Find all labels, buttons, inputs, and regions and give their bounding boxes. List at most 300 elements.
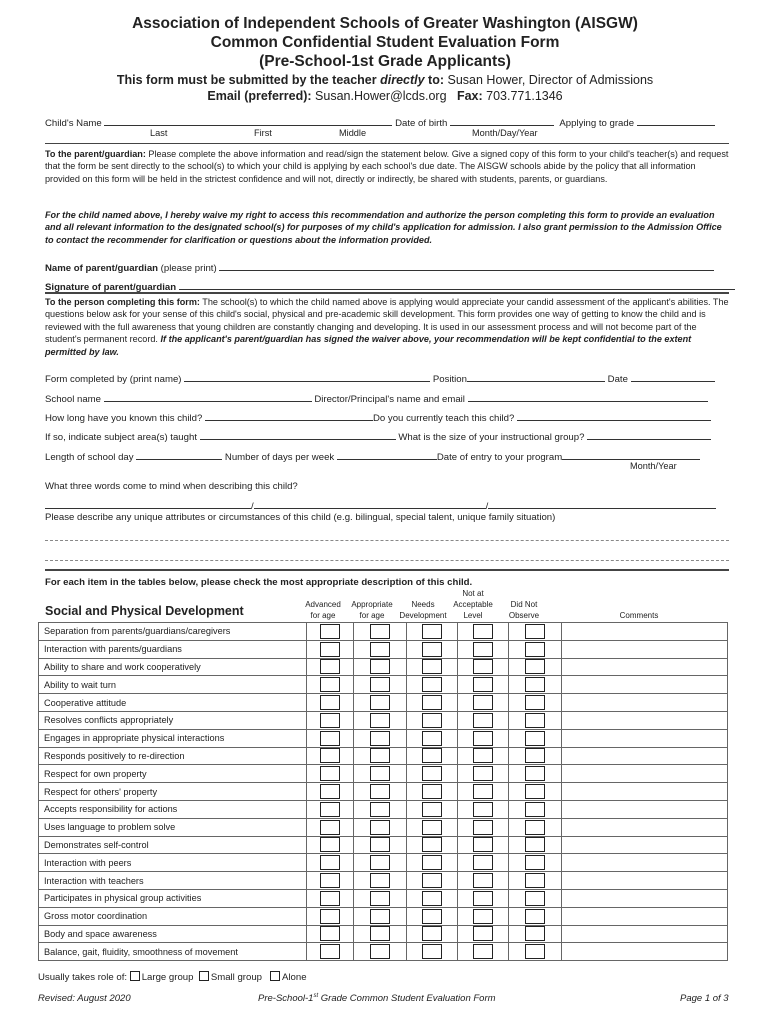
parent-lead: To the parent/guardian: xyxy=(45,149,146,159)
rating-cell xyxy=(407,694,458,712)
parent-text: Please complete the above information and read/sign the statement below. Give a signed copy of this form to your child's teacher(s) and request that the form be sent directly to the school(s) to which your child is applying by each school's due date. The AISGW schools abide by the policy that all information provided on this form will be held in the strictest confidence and will not, directly or indirectly, be shared with students, parents, or guardians. xyxy=(45,149,729,184)
rating-cell xyxy=(354,694,407,712)
rating-checkbox[interactable] xyxy=(422,926,442,941)
comment-cell[interactable] xyxy=(562,694,728,712)
table-row xyxy=(39,783,728,801)
rating-checkbox[interactable] xyxy=(422,873,442,888)
how-long-label: How long have you known this child? xyxy=(45,413,203,424)
rating-cell xyxy=(354,818,407,836)
rating-cell xyxy=(509,729,562,747)
divider xyxy=(45,292,729,294)
table-row xyxy=(39,729,728,747)
footer-revised: Revised: August 2020 xyxy=(38,993,131,1004)
rating-checkbox[interactable] xyxy=(422,820,442,835)
rating-cell xyxy=(354,711,407,729)
rating-cell xyxy=(458,854,509,872)
comment-cell[interactable] xyxy=(562,925,728,943)
rating-checkbox[interactable] xyxy=(473,695,493,710)
divider xyxy=(45,569,729,571)
rating-cell xyxy=(458,676,509,694)
unique-answer-line[interactable] xyxy=(45,540,729,541)
rating-checkbox[interactable] xyxy=(320,695,340,710)
table-row xyxy=(39,800,728,818)
completer-text: The school(s) to which the child named above is applying would appreciate your candid assessment of the applicant's abilities. The questions below ask for your sense of this child's social, physical and pre-academic skill development. This form provides one way of getting to know the child and is reviewed with the full awareness that young children are constantly changing and developing. It is used in our assessment process and will not become part of the student's permanent record. xyxy=(45,297,729,345)
rating-cell xyxy=(354,729,407,747)
parent-signature-label: Signature of parent/guardian xyxy=(45,282,177,293)
comment-cell[interactable] xyxy=(562,943,728,961)
rating-checkbox[interactable] xyxy=(473,642,493,657)
rating-checkbox[interactable] xyxy=(473,820,493,835)
rating-cell xyxy=(407,800,458,818)
rating-checkbox[interactable] xyxy=(422,624,442,639)
rating-cell xyxy=(509,800,562,818)
col-header-needs: Needs Development xyxy=(399,600,447,620)
rating-checkbox[interactable] xyxy=(370,802,390,817)
role-checkbox-small[interactable] xyxy=(199,971,209,981)
rating-cell xyxy=(407,872,458,890)
rating-cell xyxy=(509,854,562,872)
rating-checkbox[interactable] xyxy=(473,944,493,959)
comment-cell[interactable] xyxy=(562,747,728,765)
word-one-field[interactable] xyxy=(45,498,251,509)
entry-date-label: Date of entry to your program xyxy=(436,452,563,463)
rating-checkbox[interactable] xyxy=(320,837,340,852)
comment-cell[interactable] xyxy=(562,907,728,925)
rating-cell xyxy=(509,889,562,907)
rating-checkbox[interactable] xyxy=(370,731,390,746)
rating-checkbox[interactable] xyxy=(422,837,442,852)
three-words-label: What three words come to mind when describing this child? xyxy=(45,481,298,492)
rating-checkbox[interactable] xyxy=(422,748,442,763)
rating-checkbox[interactable] xyxy=(525,677,545,692)
rating-cell xyxy=(407,907,458,925)
school-row xyxy=(45,391,725,405)
rating-checkbox[interactable] xyxy=(473,909,493,924)
rating-checkbox[interactable] xyxy=(525,713,545,728)
rating-cell xyxy=(354,640,407,658)
row-label: Respect for others' property xyxy=(39,783,307,801)
rating-cell xyxy=(354,800,407,818)
rating-checkbox[interactable] xyxy=(320,784,340,799)
submit-name: Susan Hower, Director of Admissions xyxy=(447,73,654,87)
social-physical-table xyxy=(38,622,728,961)
row-label: Ability to wait turn xyxy=(39,676,307,694)
rating-cell xyxy=(307,640,354,658)
completer-lead: To the person completing this form: xyxy=(45,297,200,307)
rating-checkbox[interactable] xyxy=(525,624,545,639)
row-label: Gross motor coordination xyxy=(39,907,307,925)
rating-cell xyxy=(354,872,407,890)
rating-cell xyxy=(407,889,458,907)
completed-by-field[interactable] xyxy=(184,371,430,382)
rating-checkbox[interactable] xyxy=(473,624,493,639)
rating-checkbox[interactable] xyxy=(320,891,340,906)
rating-checkbox[interactable] xyxy=(473,713,493,728)
rating-cell xyxy=(307,925,354,943)
table-row xyxy=(39,658,728,676)
rating-checkbox[interactable] xyxy=(525,855,545,870)
slash-separator: / xyxy=(251,501,254,512)
table-row xyxy=(39,889,728,907)
rating-checkbox[interactable] xyxy=(525,944,545,959)
rating-cell xyxy=(354,623,407,641)
rating-cell xyxy=(509,658,562,676)
rating-checkbox[interactable] xyxy=(370,891,390,906)
comment-cell[interactable] xyxy=(562,872,728,890)
comment-cell[interactable] xyxy=(562,676,728,694)
rating-cell xyxy=(354,676,407,694)
unique-answer-line[interactable] xyxy=(45,560,729,561)
role-row xyxy=(38,971,725,983)
parent-name-label: Name of parent/guardian xyxy=(45,263,159,274)
rating-cell xyxy=(407,783,458,801)
rating-checkbox[interactable] xyxy=(422,695,442,710)
rating-cell xyxy=(458,818,509,836)
role-checkbox-alone[interactable] xyxy=(270,971,280,981)
row-label: Demonstrates self-control xyxy=(39,836,307,854)
parent-signature-row xyxy=(45,279,725,293)
row-label: Cooperative attitude xyxy=(39,694,307,712)
dob-label: Date of birth xyxy=(395,118,448,129)
rating-cell xyxy=(458,658,509,676)
rating-cell xyxy=(407,658,458,676)
days-per-week-field[interactable] xyxy=(337,449,437,460)
footer-page-number: Page 1 of 3 xyxy=(680,993,729,1004)
slash-separator: / xyxy=(485,501,489,512)
rating-cell xyxy=(458,889,509,907)
completed-by-label: Form completed by (print name) xyxy=(45,374,182,385)
rating-checkbox[interactable] xyxy=(370,820,390,835)
rating-checkbox[interactable] xyxy=(370,713,390,728)
rating-cell xyxy=(307,783,354,801)
comment-cell[interactable] xyxy=(562,836,728,854)
rating-checkbox[interactable] xyxy=(525,731,545,746)
child-info-row xyxy=(45,115,725,129)
rating-cell xyxy=(307,711,354,729)
submit-to: to: xyxy=(424,73,448,87)
row-label: Separation from parents/guardians/caregivers xyxy=(39,623,307,641)
comment-cell[interactable] xyxy=(562,729,728,747)
rating-checkbox[interactable] xyxy=(525,820,545,835)
rating-checkbox[interactable] xyxy=(422,659,442,674)
parent-name-field[interactable] xyxy=(219,260,714,271)
rating-checkbox[interactable] xyxy=(473,926,493,941)
rating-cell xyxy=(458,800,509,818)
row-label: Accepts responsibility for actions xyxy=(39,800,307,818)
comment-cell[interactable] xyxy=(562,889,728,907)
rating-checkbox[interactable] xyxy=(320,624,340,639)
row-label: Interaction with parents/guardians xyxy=(39,640,307,658)
word-three-field[interactable] xyxy=(488,498,716,509)
rating-cell xyxy=(354,658,407,676)
rating-cell xyxy=(509,907,562,925)
rating-checkbox[interactable] xyxy=(320,748,340,763)
rating-cell xyxy=(307,889,354,907)
school-name-field[interactable] xyxy=(104,391,312,402)
rating-cell xyxy=(354,765,407,783)
director-field[interactable] xyxy=(468,391,708,402)
rating-cell xyxy=(458,765,509,783)
middle-sublabel: Middle xyxy=(339,128,367,138)
rating-cell xyxy=(354,889,407,907)
rating-checkbox[interactable] xyxy=(422,802,442,817)
rating-cell xyxy=(458,729,509,747)
comment-cell[interactable] xyxy=(562,658,728,676)
rating-checkbox[interactable] xyxy=(320,642,340,657)
rating-checkbox[interactable] xyxy=(473,837,493,852)
rating-checkbox[interactable] xyxy=(473,677,493,692)
table-row xyxy=(39,623,728,641)
rating-checkbox[interactable] xyxy=(370,837,390,852)
section-title: Social and Physical Development xyxy=(45,604,244,618)
table-row xyxy=(39,854,728,872)
table-row xyxy=(39,872,728,890)
rating-cell xyxy=(458,640,509,658)
rating-checkbox[interactable] xyxy=(320,926,340,941)
fax-value: 703.771.1346 xyxy=(486,89,563,103)
col-header-did-not-observe: Did Not Observe xyxy=(508,600,540,620)
rating-checkbox[interactable] xyxy=(473,731,493,746)
row-label: Interaction with teachers xyxy=(39,872,307,890)
role-label: Usually takes role of: xyxy=(38,972,128,983)
rating-cell xyxy=(307,818,354,836)
header-form-title: Common Confidential Student Evaluation Form xyxy=(210,34,560,51)
rating-checkbox[interactable] xyxy=(525,766,545,781)
currently-teach-field[interactable] xyxy=(517,410,711,421)
table-row xyxy=(39,836,728,854)
role-option-large: Large group xyxy=(141,972,194,983)
rating-cell xyxy=(407,623,458,641)
rating-cell xyxy=(354,783,407,801)
school-name-label: School name xyxy=(45,394,101,405)
col-header-comments: Comments xyxy=(619,611,659,620)
rating-cell xyxy=(354,836,407,854)
submit-prefix: This form must be submitted by the teacher xyxy=(116,73,381,87)
school-day-label: Length of school day xyxy=(45,452,134,463)
rating-checkbox[interactable] xyxy=(370,855,390,870)
rating-checkbox[interactable] xyxy=(320,944,340,959)
email-label: Email (preferred): xyxy=(207,89,316,103)
rating-checkbox[interactable] xyxy=(370,624,390,639)
rating-checkbox[interactable] xyxy=(422,784,442,799)
rating-cell xyxy=(407,765,458,783)
rating-checkbox[interactable] xyxy=(473,748,493,763)
rating-checkbox[interactable] xyxy=(473,855,493,870)
rating-cell xyxy=(307,623,354,641)
rating-cell xyxy=(407,943,458,961)
rating-cell xyxy=(407,818,458,836)
three-words-row xyxy=(45,498,725,512)
role-option-small: Small group xyxy=(210,972,263,983)
school-day-field[interactable] xyxy=(136,449,222,460)
rating-checkbox[interactable] xyxy=(320,677,340,692)
last-sublabel: Last xyxy=(150,128,168,138)
comment-cell[interactable] xyxy=(562,854,728,872)
rating-checkbox[interactable] xyxy=(525,642,545,657)
row-label: Responds positively to re-direction xyxy=(39,747,307,765)
rating-checkbox[interactable] xyxy=(320,873,340,888)
role-checkbox-large[interactable] xyxy=(130,971,140,981)
parent-name-row xyxy=(45,260,725,274)
rating-cell xyxy=(354,854,407,872)
comment-cell[interactable] xyxy=(562,783,728,801)
rating-checkbox[interactable] xyxy=(370,766,390,781)
rating-checkbox[interactable] xyxy=(525,802,545,817)
group-size-field[interactable] xyxy=(587,429,711,440)
days-per-week-label: Number of days per week xyxy=(224,452,335,463)
rating-cell xyxy=(307,658,354,676)
rating-cell xyxy=(509,872,562,890)
rating-checkbox[interactable] xyxy=(422,891,442,906)
comment-cell[interactable] xyxy=(562,765,728,783)
table-row xyxy=(39,818,728,836)
rating-checkbox[interactable] xyxy=(370,926,390,941)
child-name-field[interactable] xyxy=(104,115,392,126)
table-row xyxy=(39,925,728,943)
rating-cell xyxy=(458,623,509,641)
known-row xyxy=(45,410,725,424)
rating-checkbox[interactable] xyxy=(370,695,390,710)
grade-field[interactable] xyxy=(637,115,715,126)
col-header-advanced: Advanced for age xyxy=(305,600,341,620)
rating-cell xyxy=(354,907,407,925)
subject-field[interactable] xyxy=(200,429,396,440)
rating-checkbox[interactable] xyxy=(422,677,442,692)
rating-cell xyxy=(407,711,458,729)
rating-checkbox[interactable] xyxy=(422,909,442,924)
parent-signature-field[interactable] xyxy=(179,279,735,290)
rating-cell xyxy=(407,640,458,658)
completer-instructions xyxy=(45,296,729,358)
date-field[interactable] xyxy=(631,371,715,382)
how-long-field[interactable] xyxy=(205,410,373,421)
rating-cell xyxy=(458,694,509,712)
rating-checkbox[interactable] xyxy=(422,713,442,728)
rating-checkbox[interactable] xyxy=(525,748,545,763)
rating-cell xyxy=(509,640,562,658)
rating-cell xyxy=(407,729,458,747)
submit-directly: directly xyxy=(380,73,425,87)
table-instruction: For each item in the tables below, please check the most appropriate description of this child. xyxy=(45,577,473,588)
rating-checkbox[interactable] xyxy=(370,677,390,692)
dob-field[interactable] xyxy=(450,115,554,126)
rating-checkbox[interactable] xyxy=(525,837,545,852)
header-org-title: Association of Independent Schools of Greater Washington (AISGW) xyxy=(132,15,638,32)
rating-cell xyxy=(509,676,562,694)
rating-checkbox[interactable] xyxy=(320,802,340,817)
table-row xyxy=(39,676,728,694)
rating-checkbox[interactable] xyxy=(320,766,340,781)
rating-cell xyxy=(509,925,562,943)
table-row xyxy=(39,747,728,765)
rating-checkbox[interactable] xyxy=(525,909,545,924)
rating-checkbox[interactable] xyxy=(320,820,340,835)
rating-checkbox[interactable] xyxy=(320,855,340,870)
rating-checkbox[interactable] xyxy=(473,891,493,906)
rating-cell xyxy=(458,783,509,801)
subject-label: If so, indicate subject area(s) taught xyxy=(45,432,197,443)
rating-checkbox[interactable] xyxy=(525,873,545,888)
rating-cell xyxy=(307,943,354,961)
col-header-appropriate: Appropriate for age xyxy=(351,600,393,620)
rating-checkbox[interactable] xyxy=(473,784,493,799)
rating-cell xyxy=(307,676,354,694)
table-row xyxy=(39,765,728,783)
rating-cell xyxy=(509,623,562,641)
rating-checkbox[interactable] xyxy=(422,944,442,959)
rating-cell xyxy=(407,836,458,854)
rating-checkbox[interactable] xyxy=(422,855,442,870)
comment-cell[interactable] xyxy=(562,800,728,818)
rating-cell xyxy=(458,872,509,890)
comment-cell[interactable] xyxy=(562,640,728,658)
rating-checkbox[interactable] xyxy=(370,659,390,674)
rating-cell xyxy=(458,711,509,729)
rating-checkbox[interactable] xyxy=(370,909,390,924)
row-label: Participates in physical group activities xyxy=(39,889,307,907)
rating-checkbox[interactable] xyxy=(422,766,442,781)
entry-date-field[interactable] xyxy=(562,449,700,460)
rating-cell xyxy=(509,818,562,836)
rating-checkbox[interactable] xyxy=(422,642,442,657)
rating-checkbox[interactable] xyxy=(473,766,493,781)
rating-checkbox[interactable] xyxy=(320,731,340,746)
rating-checkbox[interactable] xyxy=(320,909,340,924)
rating-cell xyxy=(509,711,562,729)
position-field[interactable] xyxy=(467,371,605,382)
month-year-sublabel: Month/Year xyxy=(630,461,677,471)
rating-checkbox[interactable] xyxy=(525,695,545,710)
director-label: Director/Principal's name and email xyxy=(314,394,465,405)
rating-cell xyxy=(407,854,458,872)
rating-checkbox[interactable] xyxy=(370,748,390,763)
rating-checkbox[interactable] xyxy=(473,659,493,674)
completer-bold-tail: If the applicant's parent/guardian has signed the waiver above, your recommendation will be kept confidential to the extent permitted by law. xyxy=(45,334,692,357)
rating-checkbox[interactable] xyxy=(422,731,442,746)
rating-checkbox[interactable] xyxy=(320,713,340,728)
first-sublabel: First xyxy=(254,128,272,138)
comment-cell[interactable] xyxy=(562,711,728,729)
position-label: Position xyxy=(432,374,467,385)
completed-by-row xyxy=(45,371,725,385)
comment-cell[interactable] xyxy=(562,623,728,641)
rating-cell xyxy=(307,747,354,765)
rating-checkbox[interactable] xyxy=(473,873,493,888)
table-row xyxy=(39,907,728,925)
submission-info xyxy=(0,72,770,104)
group-size-label: What is the size of your instructional group? xyxy=(398,432,585,443)
rating-checkbox[interactable] xyxy=(370,944,390,959)
rating-checkbox[interactable] xyxy=(473,802,493,817)
row-label: Uses language to problem solve xyxy=(39,818,307,836)
footer-form-name: Pre-School-1st Grade Common Student Evaluation Form xyxy=(258,993,496,1005)
rating-checkbox[interactable] xyxy=(320,659,340,674)
row-label: Engages in appropriate physical interactions xyxy=(39,729,307,747)
rating-checkbox[interactable] xyxy=(525,926,545,941)
rating-checkbox[interactable] xyxy=(370,784,390,799)
row-label: Respect for own property xyxy=(39,765,307,783)
rating-cell xyxy=(407,676,458,694)
rating-cell xyxy=(307,800,354,818)
rating-checkbox[interactable] xyxy=(370,873,390,888)
rating-checkbox[interactable] xyxy=(525,784,545,799)
comment-cell[interactable] xyxy=(562,818,728,836)
rating-checkbox[interactable] xyxy=(525,659,545,674)
rating-checkbox[interactable] xyxy=(370,642,390,657)
email-value[interactable]: Susan.Hower@lcds.org xyxy=(315,89,447,103)
rating-checkbox[interactable] xyxy=(525,891,545,906)
word-two-field[interactable] xyxy=(254,498,486,509)
